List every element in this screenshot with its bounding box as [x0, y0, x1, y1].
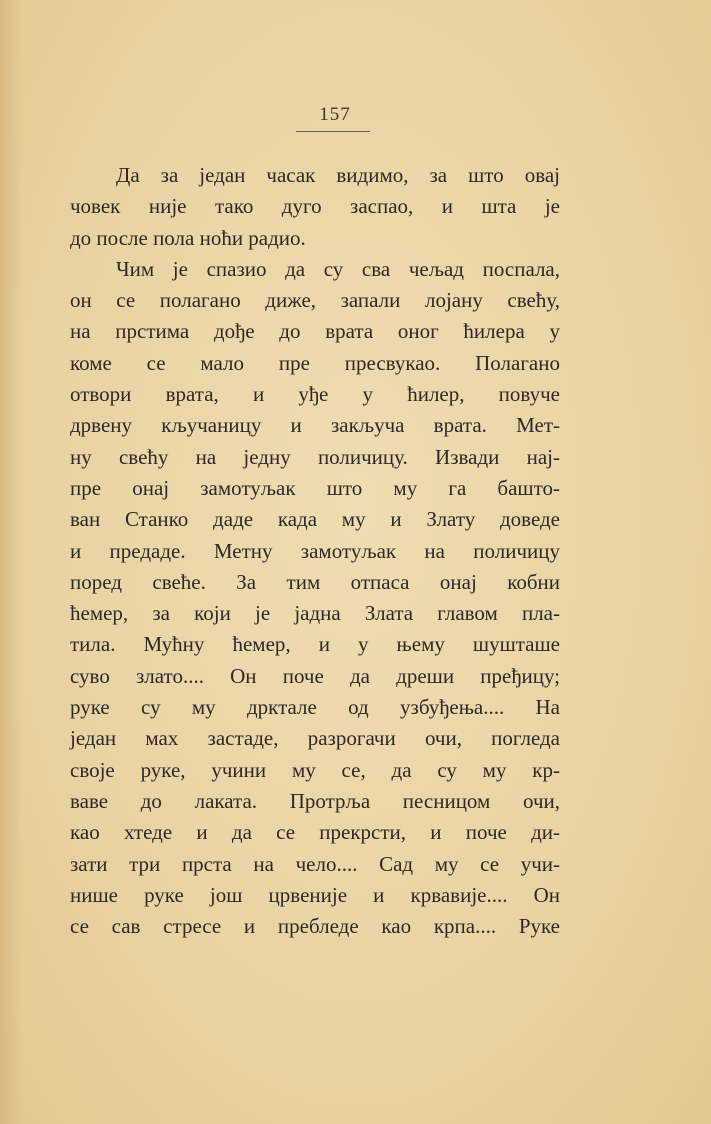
text-line: ћемер, за који је јадна Злата главом пла-	[70, 601, 560, 626]
text-line: коме се мало пре пресвукао. Полагано	[70, 350, 560, 375]
text-line: дрвену кључаницу и закључа врата. Мет-	[70, 413, 560, 438]
body-text	[70, 160, 560, 942]
text-line: се сав стресе и пребледе као крпа.... Руке	[70, 914, 560, 939]
text-line: човек није тако дуго заспао, и шта је	[70, 194, 560, 219]
text-line: један мах застаде, разрогачи очи, погледа	[70, 726, 560, 751]
text-line: као хтеде и да се прекрсти, и поче ди-	[70, 820, 560, 845]
text-line: отвори врата, и уђе у ћилер, повуче	[70, 382, 560, 407]
text-line: пре онај замотуљак што му га башто-	[70, 475, 560, 500]
text-line: нише руке још црвеније и крвавије.... Он	[70, 882, 560, 907]
text-line: ваве до лаката. Протрља песницом очи,	[70, 788, 560, 813]
paragraph-1	[70, 160, 560, 254]
text-line: суво злато.... Он поче да дреши пређицу;	[70, 663, 560, 688]
page-edge-shadow	[0, 0, 22, 1124]
text-line: руке су му дрктале од узбуђења.... На	[70, 695, 560, 720]
text-line: Да за један часак видимо, за што овај	[116, 163, 560, 187]
page-number: 157	[319, 104, 351, 125]
paragraph-2	[70, 254, 560, 943]
text-line: он се полагано диже, запали лојану свећу,	[70, 288, 560, 313]
page-number-rule	[296, 131, 370, 132]
text-line: до после пола ноћи радио.	[70, 225, 306, 250]
text-line: ван Станко даде када му и Злату доведе	[70, 507, 560, 532]
text-line: и предаде. Метну замотуљак на поличицу	[70, 538, 560, 563]
text-line: своје руке, учини му се, да су му кр-	[70, 757, 560, 782]
text-line: поред свеће. За тим отпаса онај кобни	[70, 569, 560, 594]
text-line: ну свећу на једну поличицу. Извади нај-	[70, 444, 560, 469]
text-line: тила. Мућну ћемер, и у њему шушташе	[70, 632, 560, 657]
text-line: зати три прста на чело.... Сад му се учи-	[70, 851, 560, 876]
text-line: на прстима дође до врата оног ћилера у	[70, 319, 560, 344]
text-line: Чим је спазио да су сва чељад поспала,	[116, 256, 560, 281]
